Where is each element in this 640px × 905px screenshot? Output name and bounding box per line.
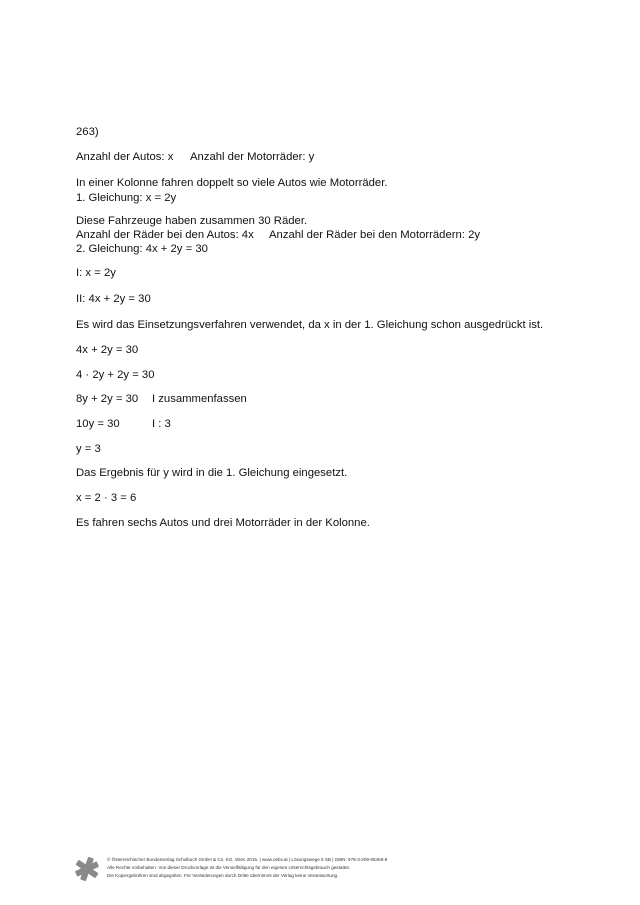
equation-i: I: x = 2y — [76, 267, 116, 279]
equation-ii: II: 4x + 2y = 30 — [76, 293, 151, 305]
footer-line-2: Alle Rechte vorbehalten. Von dieser Druckvorlage ist die Vervielfältigung für den eigenen Unterrichtsgebrauch gestattet. — [107, 865, 351, 870]
footer — [107, 856, 387, 880]
footer-line-3: Die Kopiergebühren sind abgegolten. Für Veränderungen durch Dritte übernimmt der Verlag keine Verantwortung. — [107, 873, 339, 878]
x-result: x = 2 · 3 = 6 — [76, 492, 137, 504]
step-3-line — [76, 392, 247, 406]
equation-1-label: 1. Gleichung: x = 2y — [76, 192, 177, 204]
wheels-line — [76, 228, 480, 242]
step-2: 4 · 2y + 2y = 30 — [76, 369, 155, 381]
publisher-logo-icon — [74, 856, 100, 882]
var-motorraeder: Anzahl der Motorräder: y — [190, 151, 315, 163]
step-4-note: I : 3 — [152, 418, 171, 430]
step-4: 10y = 30 — [76, 418, 120, 430]
statement-1: In einer Kolonne fahren doppelt so viele Autos wie Motorräder. — [76, 177, 388, 189]
wheels-motorraeder: Anzahl der Räder bei den Motorrädern: 2y — [269, 229, 480, 241]
answer-text: Es fahren sechs Autos und drei Motorräder in der Kolonne. — [76, 517, 370, 529]
statement-2: Diese Fahrzeuge haben zusammen 30 Räder. — [76, 215, 308, 227]
step-3: 8y + 2y = 30 — [76, 393, 139, 405]
equation-2-label: 2. Gleichung: 4x + 2y = 30 — [76, 243, 208, 255]
step-3-note: I zusammenfassen — [152, 393, 247, 405]
step-1: 4x + 2y = 30 — [76, 344, 139, 356]
footer-line-1: © Österreichischer Bundesverlag Schulbuch GmbH & Co. KG, Wien 2015. | www.oebv.at | Lösungswege 5 SB | ISBN: 978-3-209-08466-8 — [107, 857, 388, 862]
exercise-number: 263) — [76, 126, 99, 138]
var-autos: Anzahl der Autos: x — [76, 151, 174, 163]
step-4-line — [76, 417, 171, 431]
insert-text: Das Ergebnis für y wird in die 1. Gleichung eingesetzt. — [76, 467, 348, 479]
variables-line — [76, 150, 315, 164]
method-text: Es wird das Einsetzungsverfahren verwendet, da x in der 1. Gleichung schon ausgedrückt ist. — [76, 319, 544, 331]
wheels-autos: Anzahl der Räder bei den Autos: 4x — [76, 229, 254, 241]
step-5: y = 3 — [76, 443, 101, 455]
